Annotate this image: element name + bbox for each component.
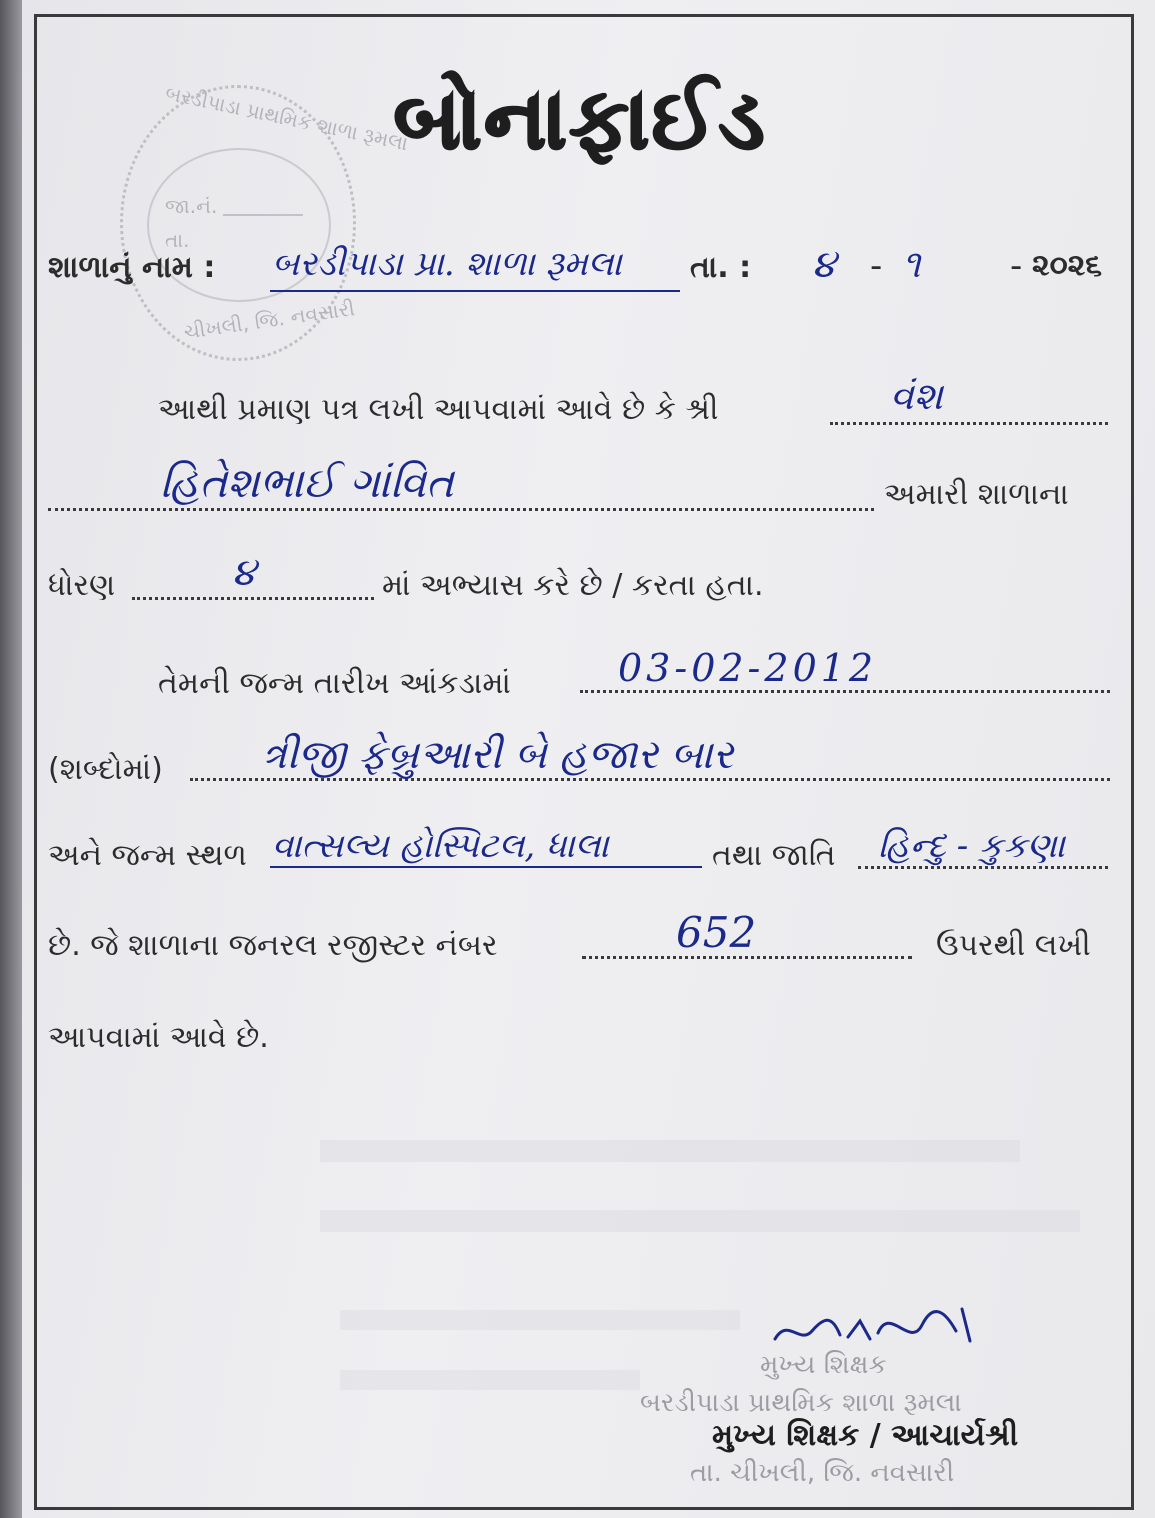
- birth-place-underline: [270, 866, 702, 868]
- birth-place-label: અને જન્મ સ્થળ: [48, 838, 247, 873]
- dotted-line-4: [580, 690, 1110, 693]
- stamp-number-label: જા.નં.: [165, 194, 218, 218]
- bleed-through-band-1: [320, 1140, 1020, 1162]
- register-number: 652: [676, 908, 757, 957]
- paper-edge-shadow: [0, 0, 22, 1518]
- bleed-through-band-4: [340, 1370, 640, 1390]
- date-label: તા. :: [690, 250, 752, 285]
- school-name-label: શાળાનું નામ :: [48, 250, 216, 285]
- date-separator-1: -: [870, 246, 883, 286]
- certificate-title: બોનાફાઈડ: [393, 70, 767, 168]
- school-name-underline: [270, 290, 680, 292]
- register-label: છે. જે શાળાના જનરલ રજીસ્ટર નંબર: [48, 928, 498, 963]
- birth-date-words-label: (શબ્દોમાં): [48, 752, 163, 787]
- bleed-through-band-2: [320, 1210, 1080, 1232]
- signatory-role: મુખ્ય શિક્ષક / આચાર્યશ્રી: [712, 1418, 1019, 1453]
- stamp-arc-text: બરડીપાડા પ્રાથમિક શાળા રૂમલા: [163, 80, 411, 156]
- school-stamp: [120, 80, 411, 361]
- dotted-line-6: [858, 866, 1108, 869]
- date-year: ૨૦૨૬: [1032, 248, 1103, 283]
- stamp-number-line: [223, 214, 303, 216]
- school-name-value: બરડીપાડા પ્રા. શાળા રૂમલા: [272, 244, 622, 284]
- body-line-3-text: માં અભ્યાસ કરે છે / કરતા હતા.: [382, 568, 764, 603]
- caste-value: હિન્દુ - કુકણા: [878, 826, 1065, 866]
- standard-value: ૪: [232, 550, 256, 594]
- stamp-taluka: તા. ચીખલી, જિ. નવસારી: [690, 1458, 955, 1488]
- body-line-7-end: ઉપરથી લખી: [936, 928, 1091, 963]
- stamp-date-label: તા.: [165, 228, 190, 252]
- body-line-1-text: આથી પ્રમાણ પત્ર લખી આપવામાં આવે છે કે શ્રી: [158, 392, 719, 427]
- stamp-headmaster-role: મુખ્ય શિક્ષક: [760, 1350, 887, 1380]
- birth-date-digits-label: તેમની જન્મ તારીખ આંકડામાં: [158, 666, 511, 701]
- body-line-2-text: અમારી શાળાના: [884, 477, 1069, 512]
- stamp-bottom-text: ચીખલી, જિ. નવસારી: [182, 296, 357, 344]
- birth-date-words: ત્રીજી ફેબ્રુઆરી બે હજાર બાર: [262, 732, 734, 778]
- dotted-line-2: [48, 508, 874, 511]
- dotted-line-3: [132, 597, 374, 600]
- birth-date-digits: 03-02-2012: [618, 646, 878, 690]
- date-day: ૪: [812, 242, 836, 286]
- stamp-school-name: બરડીપાડા પ્રાથમિક શાળા રૂમલા: [640, 1388, 962, 1418]
- standard-label: ધોરણ: [48, 568, 116, 603]
- dotted-line-1: [830, 422, 1108, 425]
- caste-label: તથા જાતિ: [712, 838, 836, 873]
- date-separator-2: -: [1010, 246, 1023, 286]
- dotted-line-5: [190, 778, 1110, 781]
- student-first-name: વંશ: [890, 374, 943, 418]
- student-surname: હિતેશભાઈ ગાંવિત: [160, 458, 454, 507]
- body-line-8-text: આપવામાં આવે છે.: [48, 1020, 269, 1055]
- date-month: ૧: [902, 242, 921, 286]
- bleed-through-band-3: [340, 1310, 740, 1330]
- birth-place-value: વાત્સલ્ય હોસ્પિટલ, ધાલા: [272, 826, 609, 866]
